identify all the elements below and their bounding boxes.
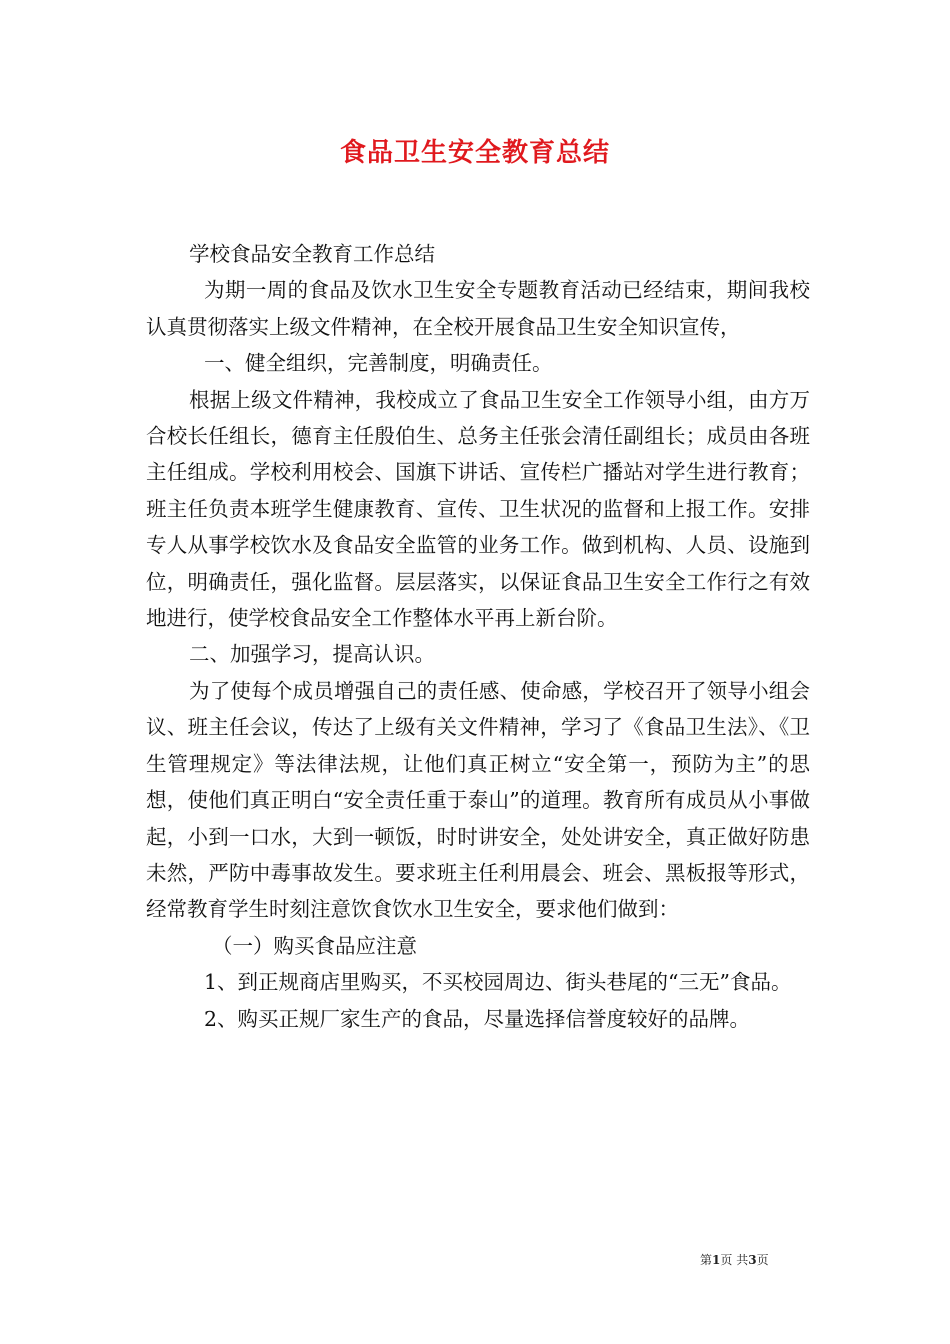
paragraph-section-1: 根据上级文件精神，我校成立了食品卫生安全工作领导小组，由方万合校长任组长，德育主任殷伯生、总务主任张会清任副组长；成员由各班主任组成。学校利用校会、国旗下讲话、宣传栏广播站对学生进行教育；班主任负责本班学生健康教育、宣传、卫生状况的监督和上报工作。安排专人从事学校饮水及食品安全监管的业务工作。做到机构、人员、设施到位，明确责任，强化监督。层层落实，以保证食品卫生安全工作行之有效地进行，使学校食品安全工作整体水平再上新台阶。	[146, 387, 810, 631]
page-footer	[700, 1251, 769, 1268]
footer-prefix: 第	[700, 1253, 713, 1267]
paragraph-subtitle: 学校食品安全教育工作总结	[189, 242, 435, 266]
section-heading-2: 二、加强学习，提高认识。	[189, 642, 435, 667]
footer-current-page: 1	[712, 1253, 721, 1267]
paragraph-section-2: 为了使每个成员增强自己的责任感、使命感，学校召开了领导小组会议、班主任会议，传达了上级有关文件精神，学习了《食品卫生法》、《卫生管理规定》等法律法规，让他们真正树立“安全第一，预防为主”的思想，使他们真正明白“安全责任重于泰山”的道理。教育所有成员从小事做起，小到一口水，大到一顿饭，时时讲安全，处处讲安全，真正做好防患未然，严防中毒事故发生。要求班主任利用晨会、班会、黑板报等形式，经常教育学生时刻注意饮食饮水卫生安全，要求他们做到：	[146, 678, 810, 922]
list-item-2: 2、购买正规厂家生产的食品，尽量选择信誉度较好的品牌。	[204, 1006, 751, 1031]
section-heading-1: 一、健全组织，完善制度，明确责任。	[204, 351, 553, 376]
footer-mid: 页 共	[720, 1253, 749, 1267]
list-item-1: 1、到正规商店里购买，不买校园周边、街头巷尾的“三无”食品。	[204, 970, 792, 995]
paragraph-intro: 为期一周的食品及饮水卫生安全专题教育活动已经结束，期间我校认真贯彻落实上级文件精神，在全校开展食品卫生安全知识宣传，	[146, 278, 810, 339]
document-title: 食品卫生安全教育总结	[339, 138, 610, 168]
document-body	[146, 236, 810, 1037]
footer-total-pages: 3	[748, 1253, 757, 1267]
footer-suffix: 页	[756, 1253, 769, 1267]
subsection-heading-1: （一）购买食品应注意	[212, 933, 417, 958]
